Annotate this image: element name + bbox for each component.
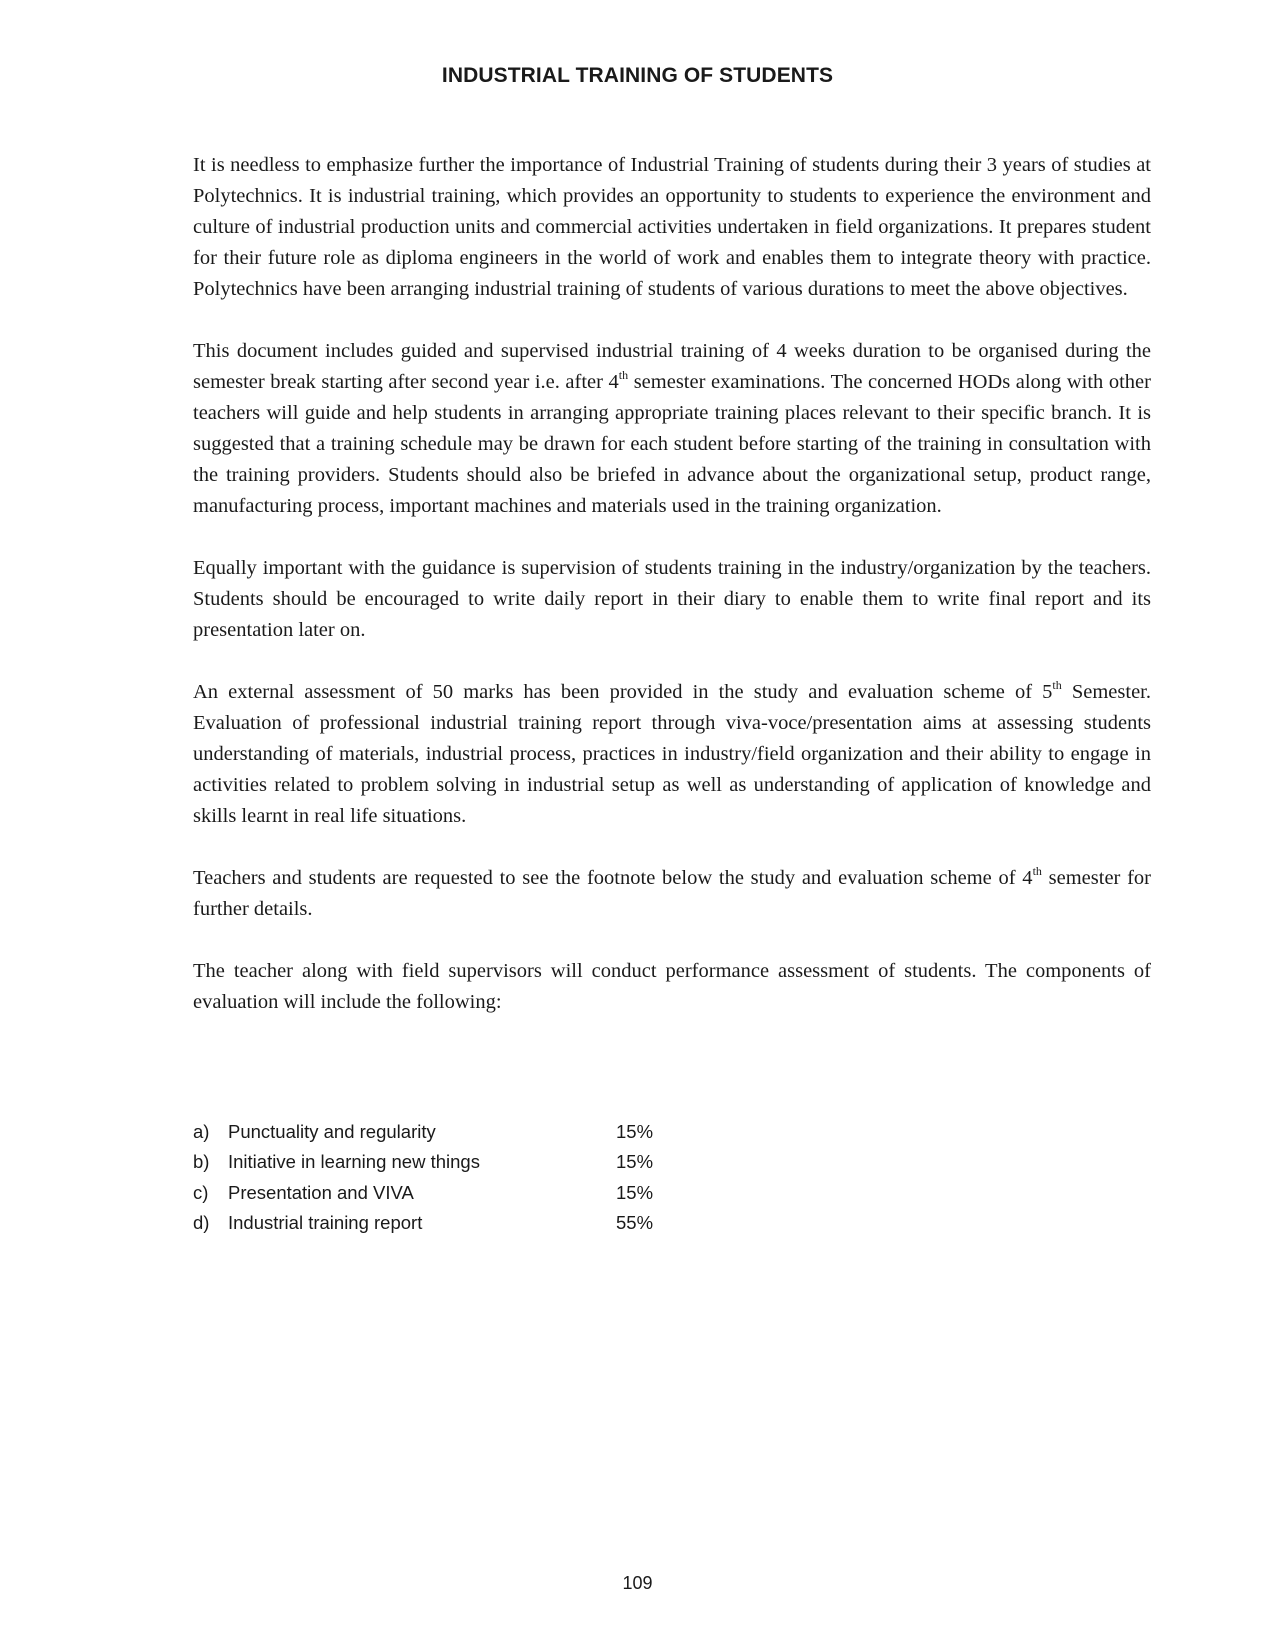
list-item-label: Industrial training report [228,1211,423,1233]
paragraph-footnote-reference [193,863,1151,925]
paragraph-training-schedule [193,336,1151,522]
paragraph-supervision: Equally important with the guidance is supervision of students training in the industry/organization by the teachers. Students should be encouraged to write daily report in their diary to enable them to write final report and its presentation later on. [193,557,1151,641]
list-item-percentage: 15% [616,1121,654,1142]
list-item-label: Presentation and VIVA [228,1181,414,1203]
ordinal-suffix: th [1052,678,1062,692]
page-number: 109 [622,1573,653,1593]
list-item-letter: c) [193,1181,209,1203]
ordinal-suffix: th [1032,864,1042,878]
list-item-percentage: 55% [616,1211,654,1233]
list-item [193,1208,653,1238]
evaluation-components-list [193,1117,653,1238]
list-item-percentage: 15% [616,1151,654,1173]
body-text [193,150,1151,1049]
list-item-letter: a) [193,1121,210,1142]
list-item [193,1147,653,1177]
paragraph-importance: It is needless to emphasize further the importance of Industrial Training of students during their 3 years of studies at Polytechnics. It is industrial training, which provides an opportunity to students to experience the environment and culture of industrial production units and commercial activities undertaken in field organizations. It prepares student for their future role as diploma engineers in the world of work and enables them to integrate theory with practice. Polytechnics have been arranging industrial training of students of various durations to meet the above objectives. [193,154,1151,300]
paragraph-text: semester examinations. The concerned HODs along with other teachers will guide and help students in arranging appropriate training places relevant to their specific branch. It is suggested that a training schedule may be drawn for each student before starting of the training in consultation with the training providers. Students should also be briefed in advance about the organizational setup, product range, manufacturing process, important machines and materials used in the training organization. [193,371,1151,517]
page-title: INDUSTRIAL TRAINING OF STUDENTS [441,64,834,87]
ordinal-suffix: th [618,368,629,382]
list-item [193,1178,653,1208]
paragraph-text: This document includes guided and supervised industrial training of 4 weeks duration to be organised during the semester break starting after second year i.e. after 4 [193,340,1151,393]
list-item-letter: b) [193,1151,210,1173]
paragraph-text: An external assessment of 50 marks has been provided in the study and evaluation scheme of 5 [193,681,1053,703]
paragraph-text: Semester. Evaluation of professional industrial training report through viva-voce/presentation aims at assessing students understanding of materials, industrial process, practices in industry/field organization and their ability to engage in activities related to problem solving in industrial setup as well as understanding of application of knowledge and skills learnt in real life situations. [193,681,1151,827]
list-item [193,1117,653,1147]
list-item-label: Punctuality and regularity [228,1121,436,1142]
list-item-label: Initiative in learning new things [228,1151,480,1173]
list-item-percentage: 15% [616,1181,654,1203]
paragraph-evaluation-intro: The teacher along with field supervisors will conduct performance assessment of students. The components of evaluation will include the following: [193,960,1151,1013]
paragraph-external-assessment [193,677,1151,832]
list-item-letter: d) [193,1211,210,1233]
paragraph-text: Teachers and students are requested to see the footnote below the study and evaluation scheme of 4 [193,867,1033,889]
paragraph-text: semester for further details. [193,867,1152,920]
